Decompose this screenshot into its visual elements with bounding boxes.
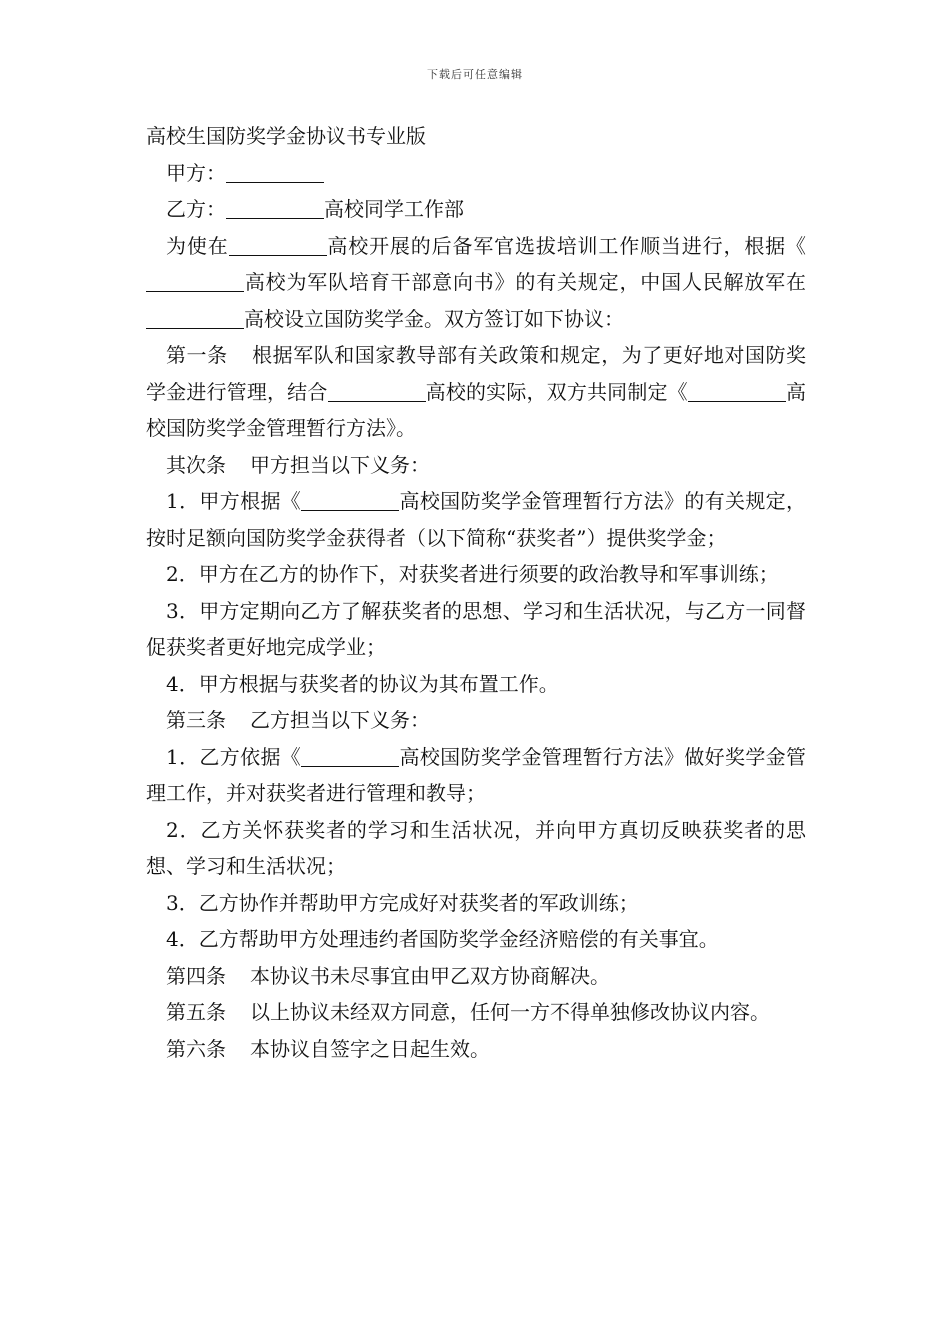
party-a-label: 甲方： [166,160,226,185]
article-1-text-1: 根据军队和国家教导部有关政策和规定，为了更好地对国防奖学金进行管理，结合 [146,343,807,404]
article-2-item-2 [146,556,806,593]
article-6 [146,1031,806,1068]
article-4 [146,958,806,995]
party-b-suffix: 高校同学工作部 [324,197,464,221]
article-3-item-1-blank[interactable] [301,746,399,767]
intro-text-4: 高校设立国防奖学金。双方签订如下协议： [244,306,624,331]
item-text: 甲方根据与获奖者的协议为其布置工作。 [198,671,559,696]
item-text: 乙方协作并帮助甲方完成好对获奖者的军政训练； [198,890,639,915]
intro-blank-2[interactable] [146,271,244,292]
article-3-item-3 [146,885,806,922]
item-text: 甲方在乙方的协作下，对获奖者进行须要的政治教导和军事训练； [198,562,779,586]
intro-blank-1[interactable] [229,235,327,256]
item-text: 乙方关怀获奖者的学习和生活状况，并向甲方真切反映获奖者的思想、学习和生活状况； [146,817,806,878]
article-1-text-2: 高校的实际，双方共同制定《 [425,379,688,404]
article-2-item-1 [146,483,806,556]
article-3-text: 乙方担当以下义务： [250,708,430,732]
article-1-blank-2[interactable] [688,381,786,402]
article-5-heading: 第五条 [166,1000,226,1024]
article-2 [146,447,806,484]
party-b-blank[interactable] [226,198,324,219]
party-a-blank[interactable] [226,162,324,183]
item-text-pre: 乙方依据《 [199,744,302,769]
item-number: 2． [166,562,199,586]
article-4-heading: 第四条 [166,963,226,988]
party-b-label: 乙方： [166,197,226,221]
item-text-post: 高校国防奖学金管理暂行方法》的有关规定，按时足额向国防奖学金获得者（以下简称“获奖者”）提供奖学金； [146,489,807,550]
party-a-line [146,155,806,192]
article-4-text: 本协议书未尽事宜由甲乙双方协商解决。 [250,963,610,988]
article-6-text: 本协议自签字之日起生效。 [250,1036,490,1061]
intro-paragraph [146,228,806,338]
article-1-text-3: 高校国防奖学金管理暂行方法》。 [146,379,807,440]
item-text-post: 高校国防奖学金管理暂行方法》做好奖学金管理工作，并对获奖者进行管理和教导； [146,744,807,805]
article-2-heading: 其次条 [166,452,226,477]
item-number: 4． [166,671,199,696]
item-number: 3． [166,598,200,623]
item-text: 甲方定期向乙方了解获奖者的思想、学习和生活状况，与乙方一同督促获奖者更好地完成学业； [146,598,806,659]
intro-blank-3[interactable] [146,308,244,329]
article-5 [146,994,806,1031]
item-number: 1． [166,744,200,769]
item-number: 4． [166,927,199,951]
item-text-pre: 甲方根据《 [199,489,302,513]
article-5-text: 以上协议未经双方同意，任何一方不得单独修改协议内容。 [250,1000,770,1024]
article-3-item-1 [146,739,806,812]
item-number: 3． [166,890,199,915]
article-3-item-4 [146,921,806,958]
item-number: 1． [166,489,200,513]
party-b-line [146,191,806,228]
article-2-text: 甲方担当以下义务： [250,452,430,477]
article-2-item-3 [146,593,806,666]
item-text: 乙方帮助甲方处理违约者国防奖学金经济赔偿的有关事宜。 [198,927,719,951]
intro-text-2: 高校开展的后备军官选拔培训工作顺当进行，根据《 [326,233,807,258]
article-2-item-1-blank[interactable] [301,490,399,511]
article-3-heading: 第三条 [166,708,226,732]
article-1 [146,337,806,447]
intro-text-3: 高校为军队培育干部意向书》的有关规定，中国人民解放军在 [244,270,806,294]
agreement-document [146,118,806,1067]
intro-text-1: 为使在 [166,233,229,258]
article-1-blank-1[interactable] [328,381,426,402]
page-header-note: 下载后可任意编辑 [427,68,523,81]
article-3-item-2 [146,812,806,885]
article-2-item-4 [146,666,806,703]
item-number: 2． [166,817,201,842]
document-title: 高校生国防奖学金协议书专业版 [146,124,426,148]
article-3 [146,702,806,739]
article-1-heading: 第一条 [166,343,228,367]
article-6-heading: 第六条 [166,1036,226,1061]
